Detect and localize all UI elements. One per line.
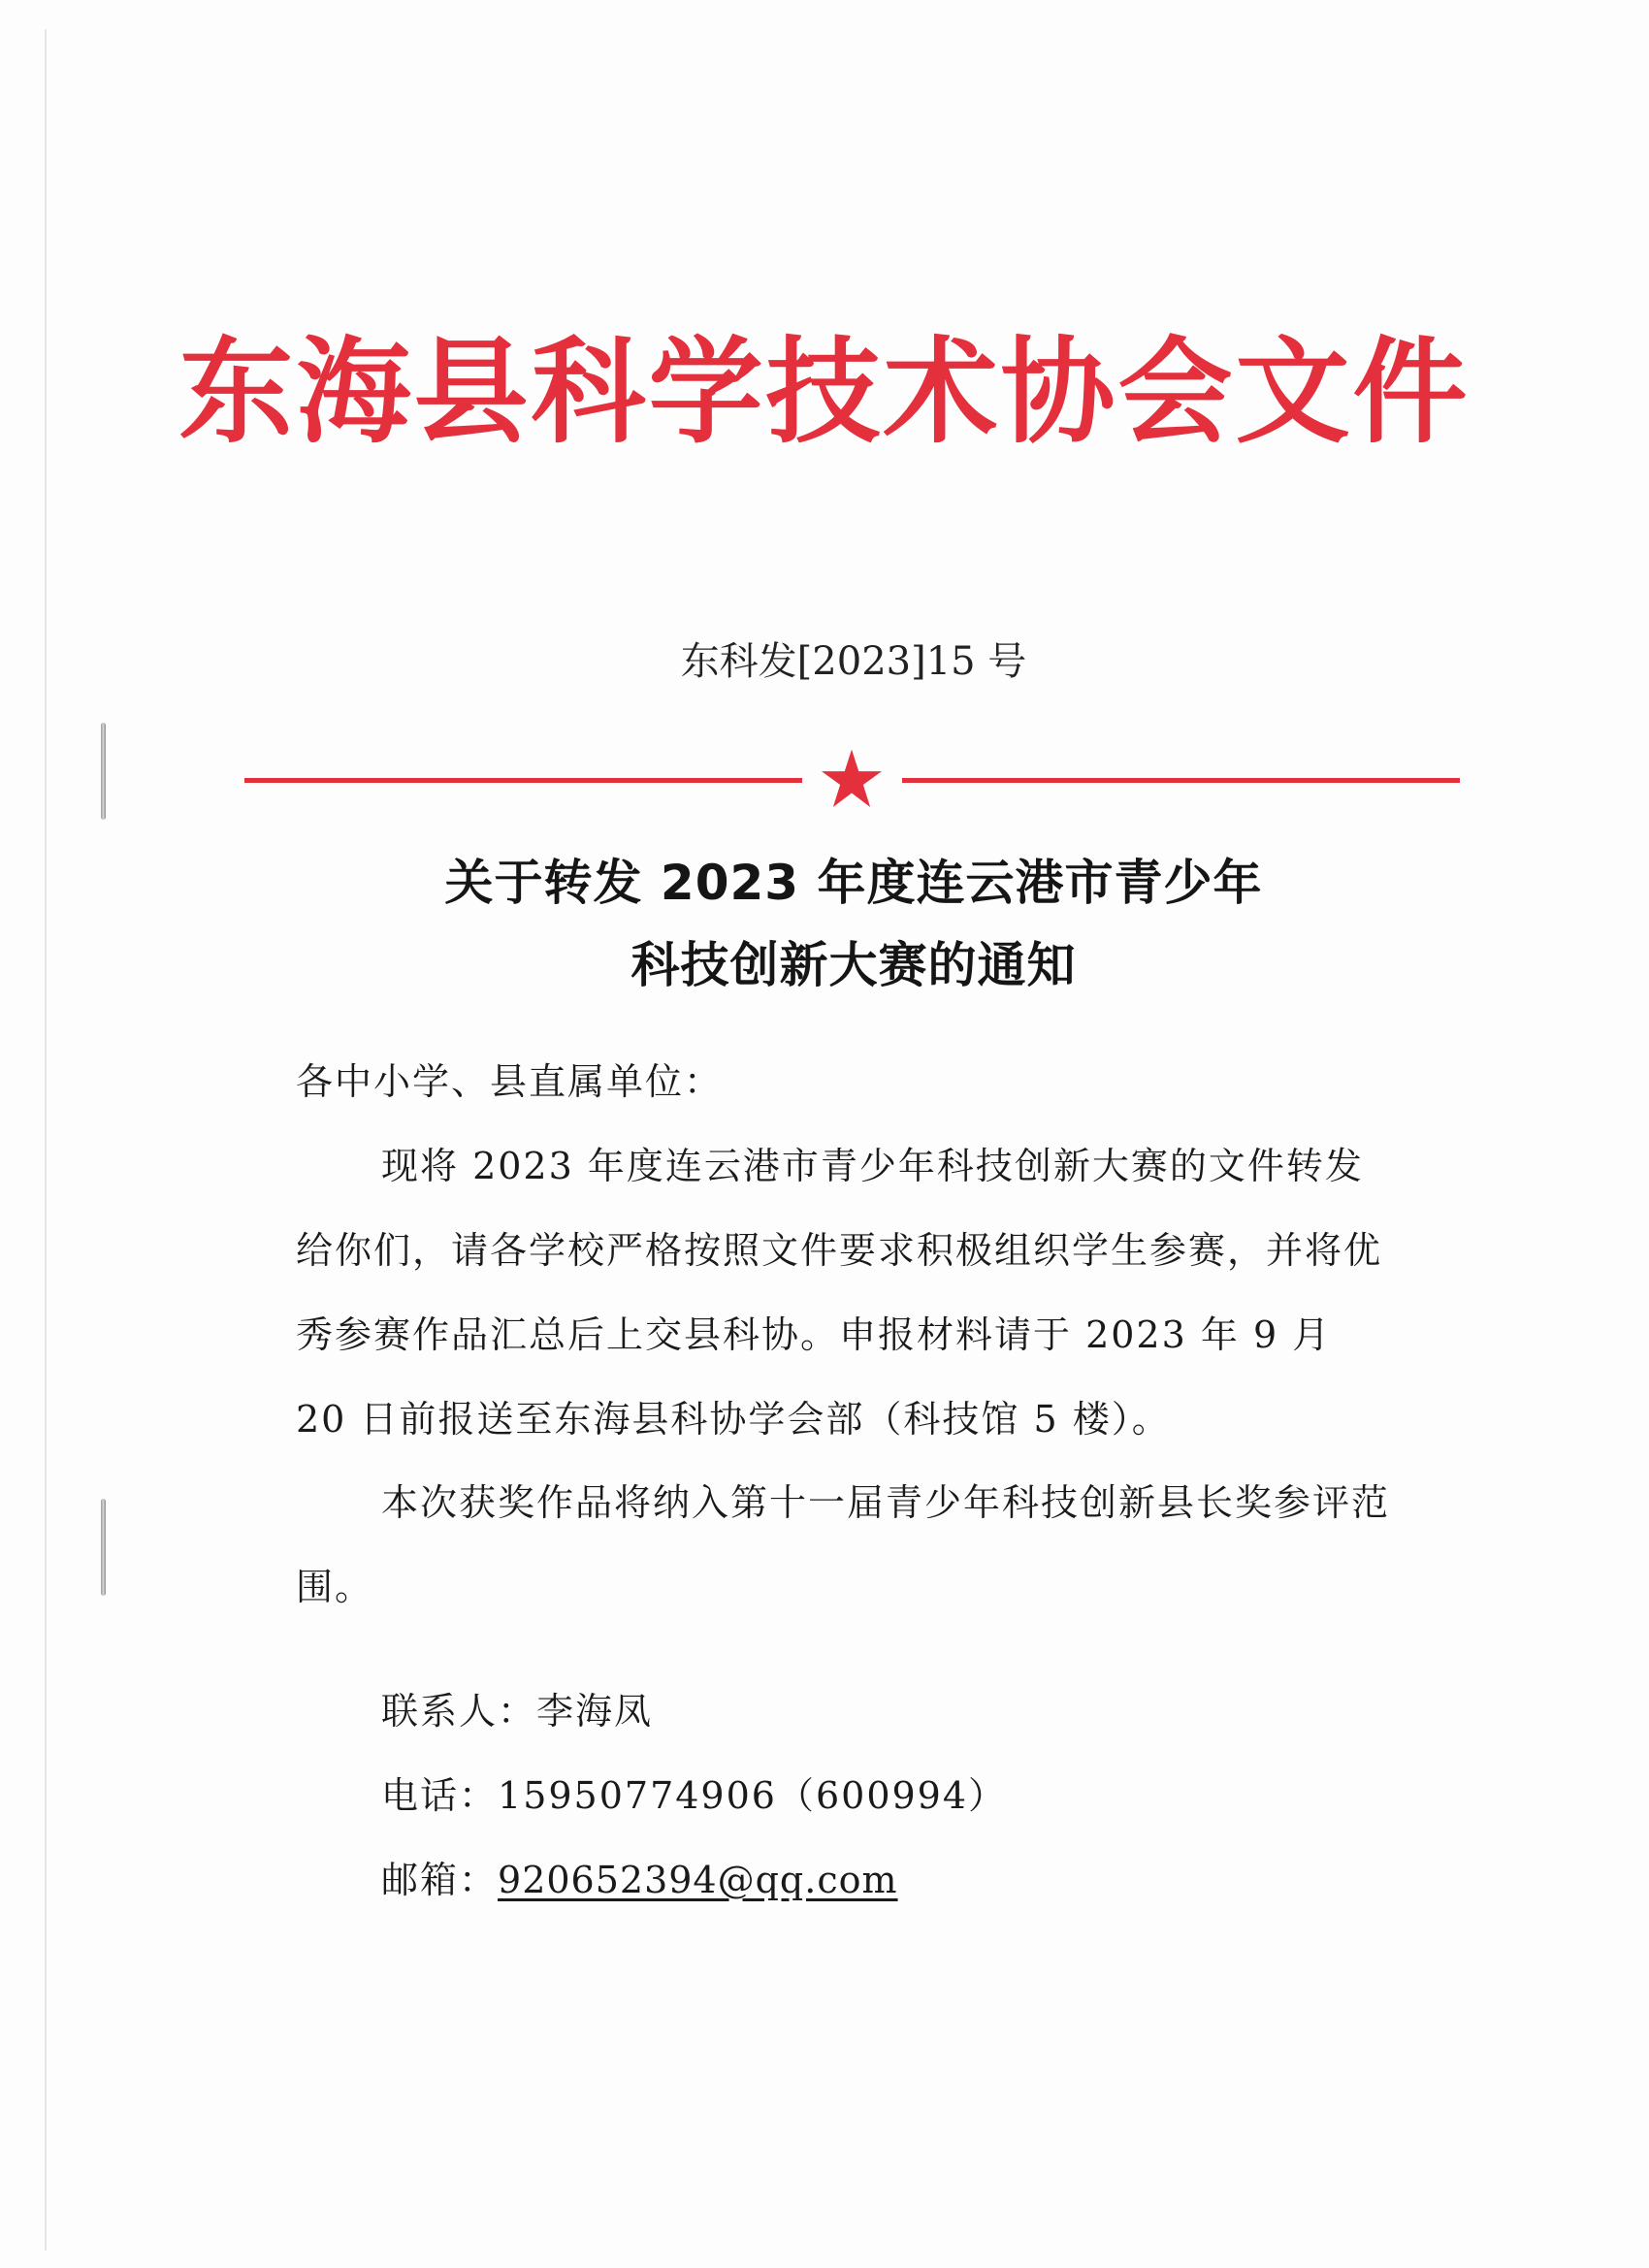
contact-phone-label: 电话： [381, 1774, 499, 1817]
body-paragraph-2: 本次获奖作品将纳入第十一届青少年科技创新县长奖参评范围。 [296, 1481, 1391, 1608]
contact-person [381, 1690, 654, 1733]
contact-person-name: 李海凤 [536, 1690, 654, 1733]
divider-line-left [244, 778, 802, 783]
notice-title-line-1: 关于转发 2023 年度连云港市青少年 [444, 855, 1263, 911]
contact-email [381, 1859, 898, 1901]
notice-title-line-2: 科技创新大赛的通知 [630, 937, 1077, 993]
salutation: 各中小学、县直属单位： [296, 1060, 724, 1103]
contact-email-label: 邮箱： [381, 1859, 499, 1901]
contact-phone [381, 1774, 1008, 1817]
masthead-title: 东海县科学技术协会文件 [178, 324, 1471, 459]
staple-top [101, 723, 106, 820]
star-icon [820, 747, 884, 811]
staple-bottom [101, 1499, 106, 1596]
email-link[interactable]: 920652394@qq.com [498, 1859, 898, 1901]
body-paragraph-1: 现将 2023 年度连云港市青少年科技创新大赛的文件转发给你们，请各学校严格按照文件要求积极组织学生参赛，并将优秀参赛作品汇总后上交县科协。申报材料请于 2023 年 9 月 20 日前报送至东海县科协学会部（科技馆 5 楼）。 [296, 1145, 1383, 1441]
contact-person-label: 联系人： [381, 1690, 537, 1733]
divider-line-right [902, 778, 1460, 783]
document-number: 东科发[2023]15 号 [680, 639, 1027, 684]
contact-phone-number: 15950774906（600994） [498, 1774, 1008, 1817]
